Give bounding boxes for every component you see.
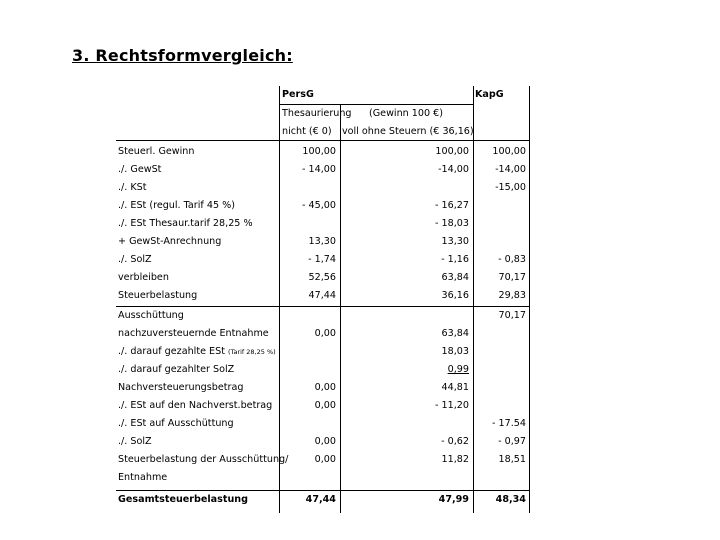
grid-line [529, 86, 530, 513]
cell-persg-nicht: 13,30 [308, 236, 336, 247]
cell-persg-nicht: 47,44 [305, 494, 336, 505]
cell-persg-voll: - 11,20 [435, 400, 469, 411]
cell-persg-voll: 63,84 [441, 272, 469, 283]
cell-persg-nicht: 47,44 [308, 290, 336, 301]
cell-persg-nicht: 0,00 [314, 400, 336, 411]
row-label-note: (Tarif 28,25 %) [228, 348, 276, 356]
header-voll: voll ohne Steuern (€ 36,16) [342, 126, 474, 137]
cell-persg-voll: -14,00 [438, 164, 469, 175]
cell-kapg: -15,00 [495, 182, 526, 193]
cell-kapg: 48,34 [495, 494, 526, 505]
cell-persg-voll: 47,99 [438, 494, 469, 505]
grid-line [279, 86, 280, 513]
grid-line [116, 490, 530, 491]
cell-persg-voll: 36,16 [441, 290, 469, 301]
cell-persg-voll: 44,81 [441, 382, 469, 393]
cell-persg-voll: 63,84 [441, 328, 469, 339]
header-nicht: nicht (€ 0) [282, 126, 332, 137]
cell-persg-nicht: - 45,00 [302, 200, 336, 211]
row-label: Steuerbelastung der Ausschüttung/ [118, 454, 289, 465]
cell-kapg: 70,17 [498, 310, 526, 321]
grid-line [473, 86, 474, 513]
cell-persg-voll: 0,99 [447, 364, 469, 375]
cell-persg-nicht: 0,00 [314, 382, 336, 393]
cell-persg-voll: 11,82 [441, 454, 469, 465]
row-label: Nachversteuerungsbetrag [118, 382, 244, 393]
row-label [118, 346, 276, 358]
cell-kapg: - 17.54 [492, 418, 526, 429]
row-label-continuation: Entnahme [118, 472, 168, 483]
header-persg: PersG [282, 89, 314, 100]
row-label: verbleiben [118, 272, 169, 283]
cell-kapg: -14,00 [495, 164, 526, 175]
row-label: ./. ESt auf den Nachverst.betrag [118, 400, 273, 411]
row-label: Ausschüttung [118, 310, 184, 321]
row-label: ./. GewSt [118, 164, 162, 175]
grid-line [116, 306, 530, 307]
cell-persg-nicht: 0,00 [314, 436, 336, 447]
cell-kapg: 29,83 [498, 290, 526, 301]
row-label: + GewSt-Anrechnung [118, 236, 222, 247]
cell-persg-voll: 18,03 [441, 346, 469, 357]
cell-kapg: 18,51 [498, 454, 526, 465]
row-label: Gesamtsteuerbelastung [118, 494, 248, 505]
cell-kapg: 100,00 [492, 146, 526, 157]
cell-persg-voll: - 1,16 [441, 254, 469, 265]
comparison-table [116, 86, 530, 513]
row-label: ./. ESt Thesaur.tarif 28,25 % [118, 218, 253, 229]
cell-persg-nicht: 52,56 [308, 272, 336, 283]
cell-persg-voll: 13,30 [441, 236, 469, 247]
row-label: ./. ESt auf Ausschüttung [118, 418, 234, 429]
cell-persg-nicht: 100,00 [302, 146, 336, 157]
grid-line [116, 140, 530, 141]
row-label: ./. ESt (regul. Tarif 45 %) [118, 200, 235, 211]
row-label: ./. SolZ [118, 254, 152, 265]
row-label: Steuerbelastung [118, 290, 198, 301]
row-label: ./. darauf gezahlter SolZ [118, 364, 235, 375]
cell-persg-voll: - 16,27 [435, 200, 469, 211]
row-label-text: ./. darauf gezahlte ESt [118, 346, 225, 357]
cell-persg-nicht: - 14,00 [302, 164, 336, 175]
row-label: nachzuversteuernde Entnahme [118, 328, 269, 339]
cell-persg-voll: 100,00 [435, 146, 469, 157]
cell-kapg: - 0,97 [498, 436, 526, 447]
header-kapg: KapG [475, 89, 504, 100]
header-gewinn-note: (Gewinn 100 €) [369, 108, 444, 119]
cell-persg-nicht: 0,00 [314, 328, 336, 339]
header-thesaurierung: Thesaurierung [282, 108, 352, 119]
cell-persg-voll: - 0,62 [441, 436, 469, 447]
page-title: 3. Rechtsformvergleich: [72, 46, 293, 65]
cell-kapg: 70,17 [498, 272, 526, 283]
cell-kapg: - 0,83 [498, 254, 526, 265]
row-label: ./. SolZ [118, 436, 152, 447]
row-label: Steuerl. Gewinn [118, 146, 195, 157]
grid-line [279, 104, 473, 105]
grid-line [340, 104, 341, 513]
cell-persg-nicht: 0,00 [314, 454, 336, 465]
row-label: ./. KSt [118, 182, 147, 193]
cell-persg-nicht: - 1,74 [308, 254, 336, 265]
cell-persg-voll: - 18,03 [435, 218, 469, 229]
